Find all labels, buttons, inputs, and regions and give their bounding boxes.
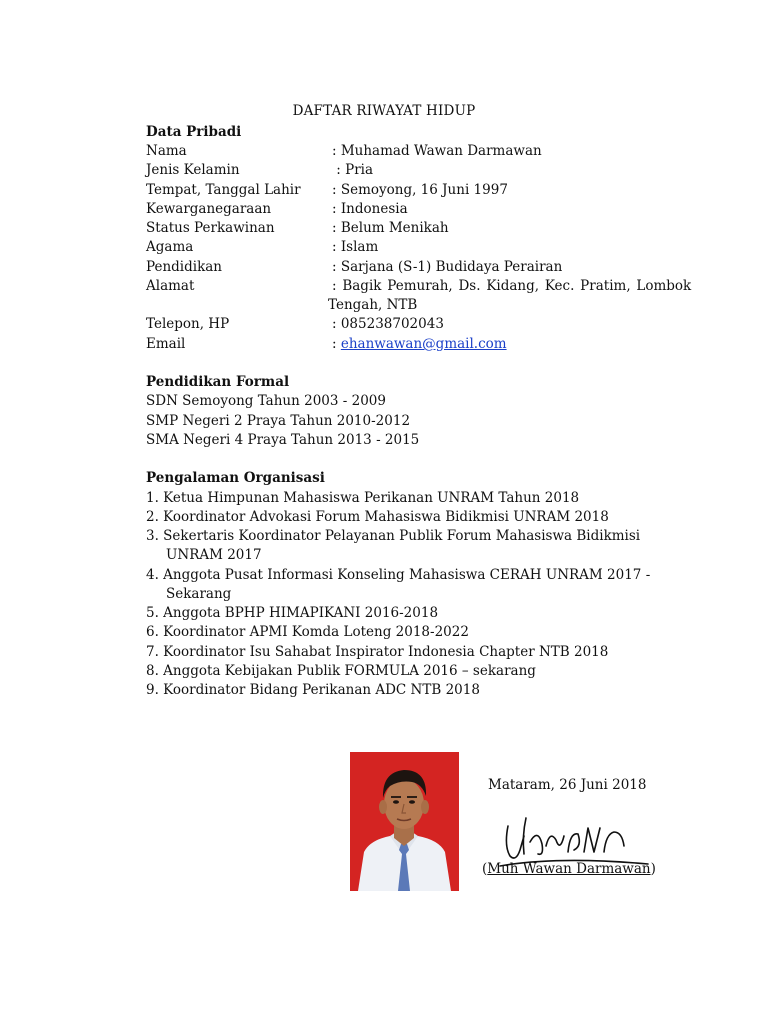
organization-item: 4. Anggota Pusat Informasi Konseling Mahasiswa CERAH UNRAM 2017 - bbox=[146, 567, 651, 583]
organization-item: 5. Anggota BPHP HIMAPIKANI 2016-2018 bbox=[146, 605, 439, 621]
page-title: DAFTAR RIWAYAT HIDUP bbox=[292, 103, 476, 119]
field-label-address: Alamat bbox=[146, 278, 195, 294]
field-label-nationality: Kewarganegaraan bbox=[146, 201, 272, 217]
field-value-religion: : Islam bbox=[332, 239, 379, 255]
field-value-address: : Bagik Pemurah, Ds. Kidang, Kec. Pratim, Lombok bbox=[332, 278, 692, 294]
organization-item: 9. Koordinator Bidang Perikanan ADC NTB 2018 bbox=[146, 682, 480, 698]
field-label-marital-status: Status Perkawinan bbox=[146, 220, 275, 236]
field-value-name: : Muhamad Wawan Darmawan bbox=[332, 143, 542, 159]
field-label-phone: Telepon, HP bbox=[146, 316, 230, 332]
field-label-religion: Agama bbox=[146, 239, 194, 255]
education-item: SMA Negeri 4 Praya Tahun 2013 - 2015 bbox=[146, 432, 420, 448]
organization-item: 8. Anggota Kebijakan Publik FORMULA 2016 – sekarang bbox=[146, 663, 536, 679]
profile-photo bbox=[350, 752, 459, 891]
field-value-email bbox=[332, 335, 507, 353]
signer-close-paren: ) bbox=[650, 861, 656, 877]
organization-heading: Pengalaman Organisasi bbox=[146, 470, 325, 486]
organization-item: 7. Koordinator Isu Sahabat Inspirator Indonesia Chapter NTB 2018 bbox=[146, 644, 609, 660]
email-prefix: : bbox=[332, 336, 341, 352]
field-value-address-cont: Tengah, NTB bbox=[328, 297, 418, 313]
email-link[interactable]: ehanwawan@gmail.com bbox=[340, 336, 507, 352]
signer-name-text: Muh Wawan Darmawan bbox=[487, 861, 651, 877]
field-value-marital-status: : Belum Menikah bbox=[332, 220, 449, 236]
signer-open-paren: ( bbox=[482, 861, 488, 877]
field-label-gender: Jenis Kelamin bbox=[146, 162, 240, 178]
field-value-gender: : Pria bbox=[332, 162, 374, 178]
organization-item: 3. Sekertaris Koordinator Pelayanan Publik Forum Mahasiswa Bidikmisi bbox=[146, 528, 641, 544]
place-date: Mataram, 26 Juni 2018 bbox=[488, 777, 647, 793]
field-value-birth: : Semoyong, 16 Juni 1997 bbox=[332, 182, 508, 198]
organization-item-cont: UNRAM 2017 bbox=[166, 547, 262, 563]
organization-item: 6. Koordinator APMI Komda Loteng 2018-2022 bbox=[146, 624, 469, 640]
field-label-birth: Tempat, Tanggal Lahir bbox=[146, 182, 301, 198]
field-label-email: Email bbox=[146, 336, 186, 352]
education-heading: Pendidikan Formal bbox=[146, 374, 290, 390]
field-value-education: : Sarjana (S-1) Budidaya Perairan bbox=[332, 259, 563, 275]
organization-item: 2. Koordinator Advokasi Forum Mahasiswa Bidikmisi UNRAM 2018 bbox=[146, 509, 609, 525]
organization-item: 1. Ketua Himpunan Mahasiswa Perikanan UNRAM Tahun 2018 bbox=[146, 490, 580, 506]
signer-name bbox=[482, 860, 656, 878]
organization-item-cont: Sekarang bbox=[166, 586, 232, 602]
education-item: SDN Semoyong Tahun 2003 - 2009 bbox=[146, 393, 386, 409]
field-label-education: Pendidikan bbox=[146, 259, 223, 275]
personal-data-heading: Data Pribadi bbox=[146, 124, 242, 140]
field-value-nationality: : Indonesia bbox=[332, 201, 408, 217]
field-value-phone: : 085238702043 bbox=[332, 316, 444, 332]
person-portrait-icon bbox=[350, 752, 459, 891]
education-item: SMP Negeri 2 Praya Tahun 2010-2012 bbox=[146, 413, 411, 429]
field-label-name: Nama bbox=[146, 143, 187, 159]
